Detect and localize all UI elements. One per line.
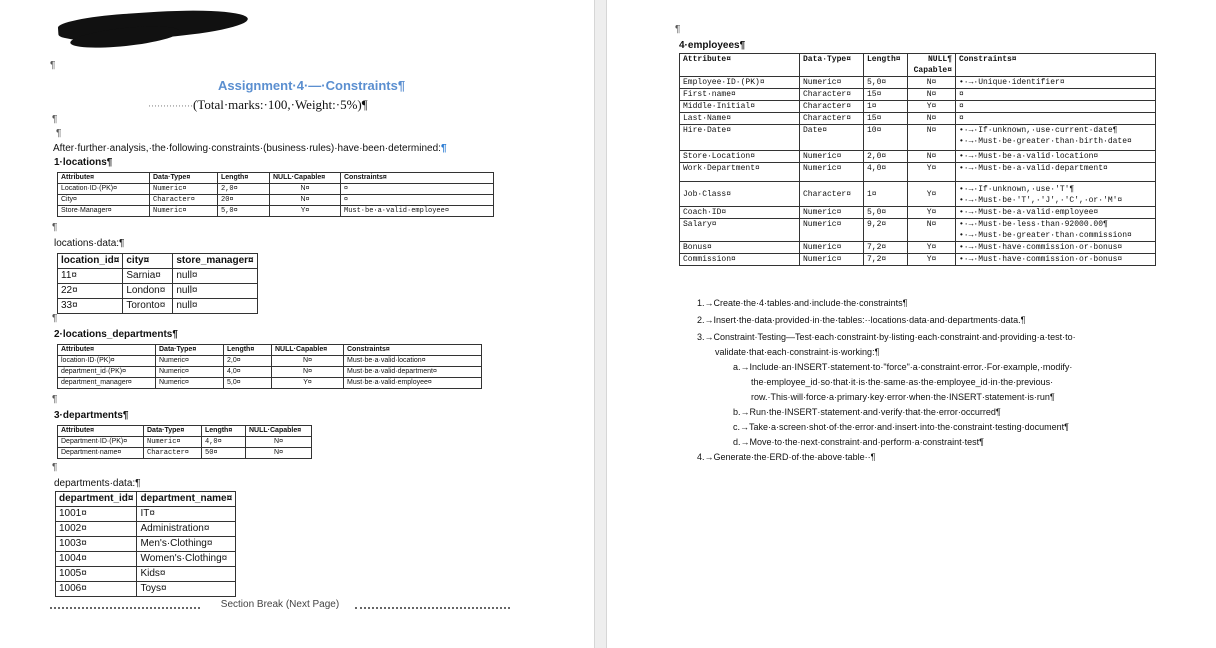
table-cell: Must·be·a·valid·employee¤	[341, 206, 494, 217]
table-cell: Salary¤	[680, 219, 800, 242]
table-cell: 1001¤	[56, 507, 137, 522]
table-cell: 5,0¤	[218, 206, 270, 217]
table-cell: •·→·Must·have·commission·or·bonus¤	[956, 242, 1156, 254]
locations-data-table	[57, 253, 258, 314]
table-cell: Location·ID·(PK)¤	[58, 184, 150, 195]
table-cell: 15¤	[864, 89, 908, 101]
paragraph-mark: ¶	[56, 128, 62, 139]
departments-data-table	[55, 491, 236, 597]
table-cell: Commission¤	[680, 254, 800, 266]
header-cell: Length¤	[202, 426, 246, 437]
table-row	[680, 125, 1156, 151]
table-cell: Sarnia¤	[123, 269, 173, 284]
header-cell: NULL·Capable¤	[272, 345, 344, 356]
departments-heading: 3·departments¶	[54, 410, 129, 421]
table-cell: Must·be·a·valid·department¤	[344, 367, 482, 378]
paragraph-mark: ¶	[52, 394, 58, 405]
table-cell: Store·Location¤	[680, 151, 800, 163]
task-list	[697, 296, 1076, 465]
table-cell: Work·Department¤	[680, 163, 800, 182]
header-cell: department_id¤	[56, 492, 137, 507]
table-cell: 1¤	[864, 182, 908, 207]
table-row	[680, 77, 1156, 89]
table-cell: location·ID·(PK)¤	[58, 356, 156, 367]
table-row	[680, 242, 1156, 254]
header-cell: location_id¤	[58, 254, 123, 269]
table-row	[680, 113, 1156, 125]
table-cell: 1005¤	[56, 567, 137, 582]
table-cell: Character¤	[800, 182, 864, 207]
table-cell: •·→·If·unknown,·use·'T'¶ •·→·Must·be·'T',·'J',·'C',·or·'M'¤	[956, 182, 1156, 207]
table-cell: Y¤	[908, 163, 956, 182]
header-cell: NULL·Capable¤	[270, 173, 341, 184]
table-cell: N¤	[908, 151, 956, 163]
table-cell: Numeric¤	[150, 206, 218, 217]
table-cell: •·→·Must·be·less·than·92000.00¶ •·→·Must·be·greater·than·commission¤	[956, 219, 1156, 242]
table-row	[680, 254, 1156, 266]
table-cell: 15¤	[864, 113, 908, 125]
table-cell: Employee·ID·(PK)¤	[680, 77, 800, 89]
table-header-row	[680, 54, 1156, 77]
header-cell: Length¤	[224, 345, 272, 356]
header-cell: Attribute¤	[58, 426, 144, 437]
table-cell: N¤	[270, 195, 341, 206]
table-row	[680, 101, 1156, 113]
table-cell: 2,0¤	[864, 151, 908, 163]
document-title: Assignment·4·—·Constraints¶	[218, 78, 406, 93]
header-cell: city¤	[123, 254, 173, 269]
header-cell: Attribute¤	[58, 345, 156, 356]
table-row	[58, 367, 482, 378]
table-cell: •·→·Must·have·commission·or·bonus¤	[956, 254, 1156, 266]
table-cell: Kids¤	[137, 567, 236, 582]
table-cell: •·→·Unique·identifier¤	[956, 77, 1156, 89]
paragraph-mark: ¶	[52, 222, 58, 233]
header-cell: Attribute¤	[680, 54, 800, 77]
table-cell: Numeric¤	[156, 356, 224, 367]
table-cell: 2,0¤	[224, 356, 272, 367]
table-cell: 1003¤	[56, 537, 137, 552]
table-cell: 33¤	[58, 299, 123, 314]
table-cell: Numeric¤	[150, 184, 218, 195]
list-item: b.→Run·the·INSERT·statement·and·verify·that·the·error·occurred¶	[733, 407, 1001, 417]
table-cell: Last·Name¤	[680, 113, 800, 125]
document-subtitle: ···············(Total·marks:·100,·Weight:·5%)¶	[148, 97, 368, 112]
table-cell: ¤	[956, 101, 1156, 113]
header-cell: Data·Type¤	[156, 345, 224, 356]
table-row	[680, 163, 1156, 182]
table-cell: N¤	[908, 89, 956, 101]
table-row	[56, 507, 236, 522]
table-cell: Middle·Initial¤	[680, 101, 800, 113]
table-cell: ¤	[341, 184, 494, 195]
list-item: validate·that·each·constraint·is·working:¶	[715, 347, 880, 357]
table-cell: Y¤	[908, 254, 956, 266]
header-cell: NULL·Capable¤	[246, 426, 312, 437]
table-cell: Hire·Date¤	[680, 125, 800, 151]
table-cell: ¤	[956, 113, 1156, 125]
table-cell: Numeric¤	[800, 254, 864, 266]
list-item: d.→Move·to·the·next·constraint·and·perform·a·constraint·test¶	[733, 437, 984, 447]
table-cell: 7,2¤	[864, 242, 908, 254]
table-cell: Character¤	[150, 195, 218, 206]
table-cell: Y¤	[270, 206, 341, 217]
table-row	[56, 522, 236, 537]
table-cell: Character¤	[800, 89, 864, 101]
table-row	[56, 567, 236, 582]
header-cell: NULL¶ Capable¤	[908, 54, 956, 77]
document-page-right	[607, 0, 1216, 648]
table-header-row	[58, 426, 312, 437]
table-row	[58, 437, 312, 448]
table-cell: Women's·Clothing¤	[137, 552, 236, 567]
table-row	[680, 182, 1156, 207]
header-cell: Length¤	[218, 173, 270, 184]
table-cell: Character¤	[144, 448, 202, 459]
list-item: 3.→Constraint·Testing—Test·each·constraint·by·listing·each·constraint·and·providing·a·test·to·	[697, 332, 1076, 342]
table-cell: N¤	[272, 356, 344, 367]
table-header-row	[58, 345, 482, 356]
table-cell: Numeric¤	[800, 207, 864, 219]
table-row	[58, 269, 258, 284]
table-cell: Department·name¤	[58, 448, 144, 459]
table-cell: 9,2¤	[864, 219, 908, 242]
table-cell: 5,0¤	[864, 207, 908, 219]
table-cell: Numeric¤	[800, 151, 864, 163]
table-cell: 2,0¤	[218, 184, 270, 195]
table-cell: Numeric¤	[144, 437, 202, 448]
table-cell: 4,0¤	[864, 163, 908, 182]
table-cell: Numeric¤	[800, 219, 864, 242]
table-cell: N¤	[270, 184, 341, 195]
locations-table	[57, 172, 494, 217]
table-cell: City¤	[58, 195, 150, 206]
paragraph-mark: ¶	[675, 24, 681, 35]
table-cell: 22¤	[58, 284, 123, 299]
table-cell: 20¤	[218, 195, 270, 206]
employees-heading: 4·employees¶	[679, 40, 746, 51]
locations-departments-heading: 2·locations_departments¶	[54, 329, 178, 340]
table-cell: null¤	[173, 269, 257, 284]
table-cell: 1006¤	[56, 582, 137, 597]
table-row	[58, 378, 482, 389]
header-cell: Constraints¤	[341, 173, 494, 184]
table-cell: Character¤	[800, 101, 864, 113]
locations-heading: 1·locations¶	[54, 157, 113, 168]
list-item: 1.→Create·the·4·tables·and·include·the·constraints¶	[697, 298, 908, 308]
table-cell: IT¤	[137, 507, 236, 522]
table-cell: Y¤	[908, 182, 956, 207]
table-cell: N¤	[246, 437, 312, 448]
intro-text: After·further·analysis,·the·following·constraints·(business·rules)·have·been·determined:¶	[53, 143, 447, 154]
table-row	[58, 284, 258, 299]
table-cell: 1002¤	[56, 522, 137, 537]
table-cell: ¤	[956, 89, 1156, 101]
table-cell: Men's·Clothing¤	[137, 537, 236, 552]
header-cell: Length¤	[864, 54, 908, 77]
table-cell: N¤	[908, 77, 956, 89]
table-cell: N¤	[908, 125, 956, 151]
list-item: 2.→Insert·the·data·provided·in·the·tables:··locations·data·and·departments·data.¶	[697, 315, 1026, 325]
table-cell: null¤	[173, 299, 257, 314]
table-cell: department_manager¤	[58, 378, 156, 389]
table-cell: 50¤	[202, 448, 246, 459]
table-cell: •·→·If·unknown,·use·current·date¶ •·→·Must·be·greater·than·birth·date¤	[956, 125, 1156, 151]
paragraph-mark: ¶	[52, 462, 58, 473]
table-cell: Store·Manager¤	[58, 206, 150, 217]
table-header-row	[58, 173, 494, 184]
table-row	[680, 207, 1156, 219]
header-cell: Constraints¤	[956, 54, 1156, 77]
table-cell: 7,2¤	[864, 254, 908, 266]
header-cell: department_name¤	[137, 492, 236, 507]
table-cell: Must·be·a·valid·location¤	[344, 356, 482, 367]
table-row	[58, 356, 482, 367]
table-cell: N¤	[908, 219, 956, 242]
table-cell: 5,0¤	[864, 77, 908, 89]
table-cell: •·→·Must·be·a·valid·employee¤	[956, 207, 1156, 219]
header-cell: Data·Type¤	[150, 173, 218, 184]
table-cell: Numeric¤	[800, 163, 864, 182]
table-cell: •·→·Must·be·a·valid·department¤	[956, 163, 1156, 182]
table-cell: 4,0¤	[224, 367, 272, 378]
table-cell: Bonus¤	[680, 242, 800, 254]
table-cell: Y¤	[908, 101, 956, 113]
table-cell: null¤	[173, 284, 257, 299]
table-row	[58, 206, 494, 217]
table-cell: Numeric¤	[800, 242, 864, 254]
table-cell: ¤	[341, 195, 494, 206]
table-row	[58, 448, 312, 459]
departments-data-heading: departments·data:¶	[54, 478, 141, 489]
table-header-row	[56, 492, 236, 507]
page-gutter	[594, 0, 607, 648]
header-cell: Data·Type¤	[800, 54, 864, 77]
list-item: row.·This·will·force·a·primary·key·error·when·the·INSERT·statement·is·run¶	[751, 392, 1055, 402]
table-cell: Department·ID·(PK)¤	[58, 437, 144, 448]
table-cell: 4,0¤	[202, 437, 246, 448]
paragraph-mark: ¶	[52, 313, 58, 324]
employees-table	[679, 53, 1156, 266]
table-row	[56, 552, 236, 567]
table-cell: 10¤	[864, 125, 908, 151]
list-item: a.→Include·an·INSERT·statement·to·"force"·a·constraint·error.·For·example,·modify·	[733, 362, 1073, 372]
table-cell: Job·Class¤	[680, 182, 800, 207]
table-cell: 1004¤	[56, 552, 137, 567]
table-cell: •·→·Must·be·a·valid·location¤	[956, 151, 1156, 163]
header-cell: Constraints¤	[344, 345, 482, 356]
paragraph-mark: ¶	[52, 114, 58, 125]
list-item: 4.→Generate·the·ERD·of·the·above·table··¶	[697, 452, 876, 462]
locations-departments-table	[57, 344, 482, 389]
document-page-left	[0, 0, 594, 648]
table-cell: 5,0¤	[224, 378, 272, 389]
list-item: the·employee_id·so·that·it·is·the·same·as·the·employee_id·in·the·previous·	[751, 377, 1054, 387]
header-cell: store_manager¤	[173, 254, 257, 269]
table-cell: N¤	[272, 367, 344, 378]
table-cell: Y¤	[272, 378, 344, 389]
table-cell: Numeric¤	[156, 378, 224, 389]
table-cell: Y¤	[908, 242, 956, 254]
table-row	[680, 151, 1156, 163]
table-row	[56, 582, 236, 597]
table-cell: N¤	[908, 113, 956, 125]
header-cell: Attribute¤	[58, 173, 150, 184]
table-cell: Must·be·a·valid·employee¤	[344, 378, 482, 389]
table-row	[58, 195, 494, 206]
table-cell: Numeric¤	[800, 77, 864, 89]
table-row	[58, 184, 494, 195]
header-cell: Data·Type¤	[144, 426, 202, 437]
table-cell: N¤	[246, 448, 312, 459]
table-cell: Y¤	[908, 207, 956, 219]
table-cell: Coach·ID¤	[680, 207, 800, 219]
table-cell: Date¤	[800, 125, 864, 151]
table-cell: Character¤	[800, 113, 864, 125]
table-cell: Toronto¤	[123, 299, 173, 314]
list-item: c.→Take·a·screen·shot·of·the·error·and·insert·into·the·constraint·testing·document¶	[733, 422, 1069, 432]
table-cell: London¤	[123, 284, 173, 299]
table-row	[680, 219, 1156, 242]
table-row	[56, 537, 236, 552]
section-break: Section Break (Next Page)	[50, 599, 510, 610]
table-cell: department_id·(PK)¤	[58, 367, 156, 378]
paragraph-mark: ¶	[50, 60, 56, 71]
table-cell: Numeric¤	[156, 367, 224, 378]
table-row	[680, 89, 1156, 101]
table-cell: 1¤	[864, 101, 908, 113]
table-cell: Toys¤	[137, 582, 236, 597]
table-row	[58, 299, 258, 314]
table-cell: First·name¤	[680, 89, 800, 101]
table-header-row	[58, 254, 258, 269]
table-cell: Administration¤	[137, 522, 236, 537]
locations-data-heading: locations·data:¶	[54, 238, 125, 249]
departments-table	[57, 425, 312, 459]
table-cell: 11¤	[58, 269, 123, 284]
